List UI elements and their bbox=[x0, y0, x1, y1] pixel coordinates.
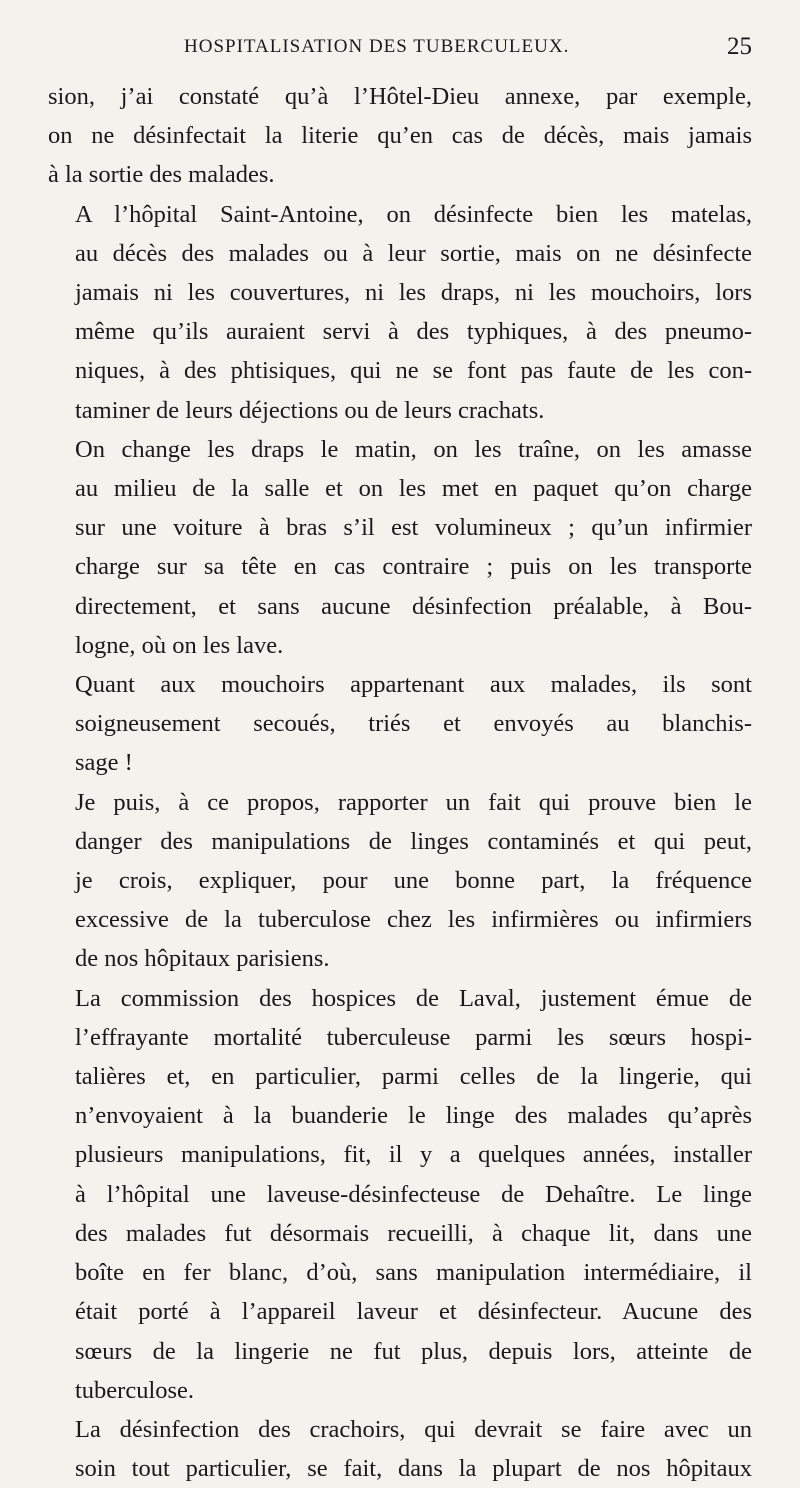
text-line: sion, j’ai constaté qu’à l’Hôtel-Dieu annexe, par exemple, bbox=[48, 83, 752, 110]
text-line: jamais ni les couvertures, ni les draps, ni les mouchoirs, lors bbox=[75, 279, 752, 307]
text-line: était porté à l’appareil laveur et désinfecteur. Aucune des bbox=[75, 1298, 752, 1326]
text-line: au décès des malades ou à leur sortie, mais on ne désinfecte bbox=[75, 239, 752, 267]
running-head bbox=[150, 33, 752, 66]
text-line: sage ! bbox=[75, 749, 133, 777]
text-line: charge sur sa tête en cas contraire ; puis on les transporte bbox=[75, 553, 752, 581]
text-line: directement, et sans aucune désinfection préalable, à Bou- bbox=[75, 592, 752, 620]
text-line: de nos hôpitaux parisiens. bbox=[75, 945, 330, 973]
text-line: talières et, en particulier, parmi celles de la lingerie, qui bbox=[75, 1063, 752, 1091]
text-line: tuberculose. bbox=[75, 1376, 195, 1404]
text-line: logne, où on les lave. bbox=[75, 631, 284, 659]
text-line: La désinfection des crachoirs, qui devrait se faire avec un bbox=[75, 1415, 752, 1443]
text-line: à l’hôpital une laveuse-désinfecteuse de Dehaître. Le linge bbox=[75, 1180, 752, 1208]
paragraph bbox=[48, 430, 752, 665]
text-line: boîte en fer blanc, d’où, sans manipulation intermédiaire, il bbox=[75, 1259, 752, 1287]
paragraph bbox=[48, 665, 752, 783]
paragraph bbox=[48, 783, 752, 979]
text-line: même qu’ils auraient servi à des typhiques, à des pneumo- bbox=[75, 318, 752, 346]
text-line: soin tout particulier, se fait, dans la plupart de nos hôpitaux bbox=[75, 1455, 752, 1483]
text-line: taminer de leurs déjections ou de leurs crachats. bbox=[75, 396, 545, 424]
text-line: l’effrayante mortalité tuberculeuse parmi les sœurs hospi- bbox=[75, 1023, 752, 1051]
paragraph bbox=[48, 979, 752, 1410]
running-title: HOSPITALISATION DES TUBERCULEUX. bbox=[184, 36, 570, 57]
text-line: danger des manipulations de linges contaminés et qui peut, bbox=[75, 827, 752, 855]
text-line: soigneusement secoués, triés et envoyés au blanchis- bbox=[75, 710, 752, 738]
page-number: 25 bbox=[727, 33, 752, 60]
text-line: au milieu de la salle et on les met en paquet qu’on charge bbox=[75, 475, 752, 503]
text-line: des malades fut désormais recueilli, à chaque lit, dans une bbox=[75, 1219, 752, 1247]
text-line: Je puis, à ce propos, rapporter un fait qui prouve bien le bbox=[75, 788, 752, 816]
text-line: La commission des hospices de Laval, justement émue de bbox=[75, 984, 752, 1012]
text-line: à la sortie des malades. bbox=[48, 161, 275, 189]
text-line: excessive de la tuberculose chez les infirmières ou infirmiers bbox=[75, 906, 752, 934]
text-line: on ne désinfectait la literie qu’en cas de décès, mais jamais bbox=[48, 122, 752, 150]
paragraph bbox=[48, 1410, 752, 1488]
paragraph bbox=[48, 77, 752, 195]
text-line: n’envoyaient à la buanderie le linge des malades qu’après bbox=[75, 1102, 752, 1130]
text-line: sur une voiture à bras s’il est volumineux ; qu’un infirmier bbox=[75, 514, 752, 542]
text-line: je crois, expliquer, pour une bonne part, la fréquence bbox=[75, 867, 752, 895]
body-text bbox=[48, 77, 752, 1488]
text-line: niques, à des phtisiques, qui ne se font pas faute de les con- bbox=[75, 357, 752, 385]
text-line: On change les draps le matin, on les traîne, on les amasse bbox=[75, 435, 752, 463]
text-line: plusieurs manipulations, fit, il y a quelques années, installer bbox=[75, 1141, 752, 1169]
paragraph bbox=[48, 195, 752, 430]
text-line: A l’hôpital Saint-Antoine, on désinfecte bien les matelas, bbox=[75, 200, 752, 228]
text-line: sœurs de la lingerie ne fut plus, depuis lors, atteinte de bbox=[75, 1337, 752, 1365]
text-line: Quant aux mouchoirs appartenant aux malades, ils sont bbox=[75, 671, 752, 699]
